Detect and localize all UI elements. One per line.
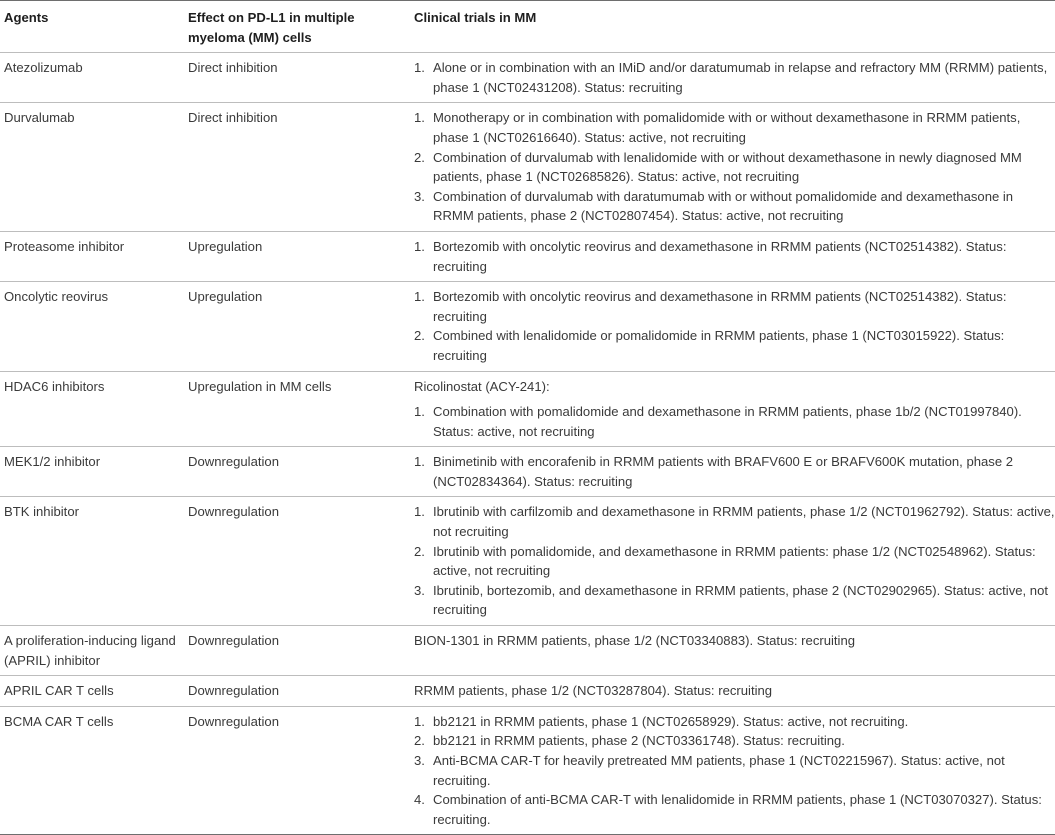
table-row — [0, 676, 1055, 707]
trial-item: 3. Ibrutinib, bortezomib, and dexamethasone in RRMM patients, phase 2 (NCT02902965). Status: active, not recruiting — [414, 582, 1049, 618]
trials-cell — [410, 371, 1055, 447]
trial-list — [414, 402, 1055, 441]
trial-item: 2. bb2121 in RRMM patients, phase 2 (NCT03361748). Status: recruiting. — [414, 731, 1055, 751]
trials-cell — [410, 231, 1055, 281]
item-number: 1. — [414, 289, 425, 305]
item-number: 1. — [414, 238, 425, 254]
trial-item: 2. Combined with lenalidomide or pomalidomide in RRMM patients, phase 1 (NCT03015922). Status: recruiting — [414, 328, 1005, 363]
trials-cell — [410, 706, 1055, 835]
trial-item: 1. Bortezomib with oncolytic reovirus and dexamethasone in RRMM patients (NCT02514382). Status: recruiting — [414, 289, 1007, 324]
trials-cell — [410, 282, 1055, 371]
trial-list — [414, 108, 1055, 226]
header-row — [0, 1, 1055, 53]
table-row — [0, 497, 1055, 626]
agent-cell: HDAC6 inhibitors — [0, 371, 184, 447]
trial-item: 3. Combination of durvalumab with daratumumab with or without pomalidomide and dexamethasone in RRMM patients, phase 2 (NCT02807454). Status: active, not recruiting — [414, 188, 1014, 224]
item-number: 2. — [414, 543, 425, 559]
trials-cell: BION-1301 in RRMM patients, phase 1/2 (NCT03340883). Status: recruiting — [410, 626, 1055, 676]
table-row — [0, 706, 1055, 835]
agent-cell: A proliferation-inducing ligand (APRIL) inhibitor — [0, 626, 184, 676]
trial-item: 4. Combination of anti-BCMA CAR-T with lenalidomide in RRMM patients, phase 1 (NCT03070327). Status: recruiting. — [414, 792, 1042, 827]
item-number: 1. — [414, 504, 425, 520]
trial-item: 1. Monotherapy or in combination with pomalidomide with or without dexamethasone in RRMM patients, phase 1 (NCT02616640). Status: active, not recruiting — [414, 110, 1021, 145]
table-row — [0, 447, 1055, 497]
table-row — [0, 231, 1055, 281]
agent-cell: Atezolizumab — [0, 53, 184, 103]
effect-cell: Downregulation — [184, 497, 410, 626]
trial-list — [414, 58, 1055, 97]
trial-item: 3. Anti-BCMA CAR-T for heavily pretreated MM patients, phase 1 (NCT02215967). Status: active, not recruiting. — [414, 753, 1005, 788]
header-agents: Agents — [0, 1, 184, 53]
effect-cell: Direct inhibition — [184, 53, 410, 103]
trial-item: 2. Ibrutinib with pomalidomide, and dexamethasone in RRMM patients: phase 1/2 (NCT02548962). Status: active, not recruiting — [414, 543, 1036, 579]
effect-cell: Downregulation — [184, 447, 410, 497]
trial-item: 1. bb2121 in RRMM patients, phase 1 (NCT02658929). Status: active, not recruiting. — [414, 712, 1055, 732]
agent-cell: Proteasome inhibitor — [0, 231, 184, 281]
trials-cell — [410, 497, 1055, 626]
trial-list — [414, 502, 1055, 620]
effect-cell: Downregulation — [184, 706, 410, 835]
agent-cell: Durvalumab — [0, 103, 184, 232]
item-number: 1. — [414, 110, 425, 126]
effect-cell: Upregulation — [184, 282, 410, 371]
item-number: 2. — [414, 149, 425, 165]
header-effect: Effect on PD-L1 in multiple myeloma (MM) cells — [184, 1, 410, 53]
agent-cell: BTK inhibitor — [0, 497, 184, 626]
item-number: 3. — [414, 188, 425, 204]
trials-cell — [410, 447, 1055, 497]
effect-cell: Upregulation in MM cells — [184, 371, 410, 447]
table-row — [0, 282, 1055, 371]
trial-item: 1. Alone or in combination with an IMiD and/or daratumumab in relapse and refractory MM (RRMM) patients, phase 1 (NCT02431208). Status: recruiting — [414, 60, 1048, 95]
header-trials: Clinical trials in MM — [410, 1, 1055, 53]
item-number: 3. — [414, 582, 425, 598]
trial-list — [414, 712, 1055, 830]
trial-list — [414, 452, 1055, 491]
agent-cell: APRIL CAR T cells — [0, 676, 184, 707]
effect-cell: Downregulation — [184, 626, 410, 676]
trial-item: 1. Binimetinib with encorafenib in RRMM patients with BRAFV600 E or BRAFV600K mutation, phase 2 (NCT02834364). Status: recruiting — [414, 454, 1014, 489]
agent-cell: Oncolytic reovirus — [0, 282, 184, 371]
trial-list — [414, 237, 1055, 276]
trials-cell — [410, 53, 1055, 103]
item-number: 1. — [414, 454, 425, 470]
table-row — [0, 103, 1055, 232]
trial-item: 1. Combination with pomalidomide and dexamethasone in RRMM patients, phase 1b/2 (NCT01997840). Status: active, not recruiting — [414, 404, 1022, 439]
item-number: 3. — [414, 753, 425, 768]
table-row — [0, 371, 1055, 447]
table-row — [0, 626, 1055, 676]
item-number: 1. — [414, 60, 425, 76]
trial-item: 1. Ibrutinib with carfilzomib and dexamethasone in RRMM patients, phase 1/2 (NCT01962792). Status: active, not recruiting — [414, 504, 1055, 540]
drug-name: Ricolinostat (ACY-241): — [414, 378, 550, 394]
effect-cell: Direct inhibition — [184, 103, 410, 232]
trial-list — [414, 287, 1055, 365]
item-number: 2. — [414, 733, 425, 749]
effect-cell: Downregulation — [184, 676, 410, 707]
trial-item: 2. Combination of durvalumab with lenalidomide with or without dexamethasone in newly diagnosed MM patients, phase 1 (NCT02685826). Status: active, not recruiting — [414, 149, 1022, 185]
agent-cell: MEK1/2 inhibitor — [0, 447, 184, 497]
effect-cell: Upregulation — [184, 231, 410, 281]
table-row — [0, 53, 1055, 103]
trial-item: 1. Bortezomib with oncolytic reovirus and dexamethasone in RRMM patients (NCT02514382). Status: recruiting — [414, 238, 1007, 274]
trials-cell — [410, 103, 1055, 232]
item-number: 1. — [414, 713, 425, 729]
item-number: 2. — [414, 328, 425, 344]
trials-cell: RRMM patients, phase 1/2 (NCT03287804). Status: recruiting — [410, 676, 1055, 707]
agent-cell: BCMA CAR T cells — [0, 706, 184, 835]
item-number: 4. — [414, 792, 425, 808]
item-number: 1. — [414, 404, 425, 420]
